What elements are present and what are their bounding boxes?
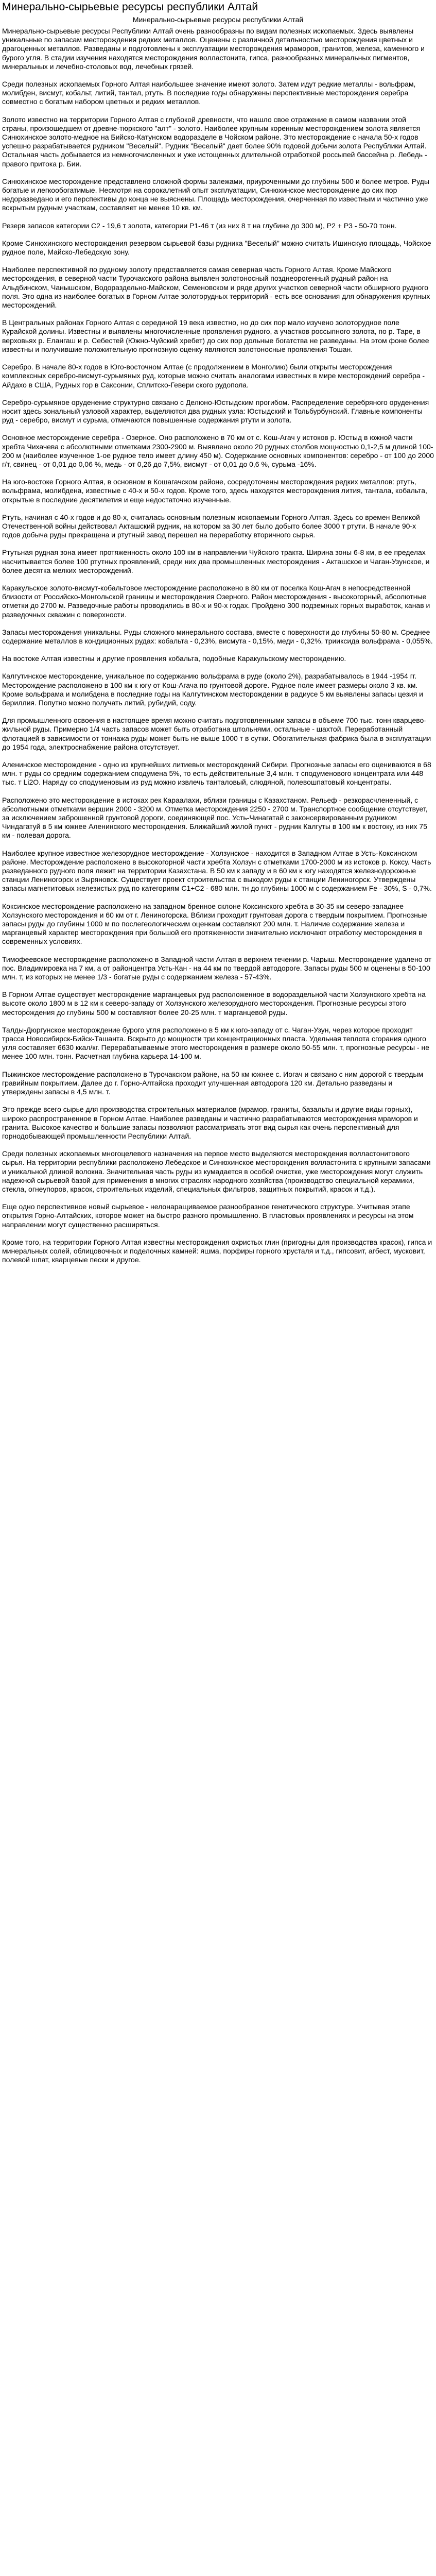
article-paragraph: На востоке Алтая известны и другие проявления кобальта, подобные Каракульскому месторождению. (2, 654, 346, 663)
article-paragraph: Калгутинское месторождение, уникальное по содержанию вольфрама в руде (около 2%), разрабатывалось в 1944 -1954 гг. Месторождение расположено в 100 км к югу от Кош-Агача по грунтовой дороге. Рудное поле имеет размеры около 3 кв. км. Кроме вольфрама и молибдена в последние годы на Калгутинском месторождении в радиусе 5 км выявлены запасы цезия и бериллия. Попутно можно получать литий, рубидий, соду. (2, 672, 423, 707)
article-paragraph: Серебро. В начале 80-х годов в Юго-восточном Алтае (с продолжением в Монголию) были открыты месторождения комплексных серебро-висмут-сурьмяных руд, которые можно считать аналогами известных в мире месторождений серебра - Айдахо в США, Рудных гор в Саксонии, Сплитско-Гевери ского рудопола. (2, 363, 425, 389)
article-paragraph: Минерально-сырьевые ресурсы Республики Алтай очень разнообразны по видам полезных ископаемых. Здесь выявлены уникальные по запасам месторождения редких металлов. Оценены с различной детальностью месторождения цветных и драгоценных металлов. Разведаны и подготовлены к эксплуатации месторождения мраморов, гранитов, железа, каменного и бурого угля. В стадии изучения находятся месторождения волластонита, гипса, разнообразных минеральных пигментов, минеральных и лечебно-столовых вод, лечебных грязей. (2, 27, 425, 71)
article-paragraph: Среди полезных ископаемых Горного Алтая наибольшее значение имеют золото. Затем идут редкие металлы - вольфрам, молибден, висмут, кобальт, литий, тантал, ртуть. В последние годы обнаружены перспективные месторождения серебра совместно с богатым набором цветных и редких металлов. (2, 80, 416, 106)
article-paragraph: Резерв запасов категории С2 - 19,6 т золота, категории Р1-46 т (из них 8 т на глубине до 300 м), Р2 + Р3 - 50-70 тонн. (2, 221, 397, 230)
article-paragraph: Тимофеевское месторождение расположено в Западной части Алтая в верхнем течении р. Чарыш. Месторождение удалено от пос. Владимировка на 7 км, а от районцентра Усть-Кан - на 44 км по твердой автодороге. Запасы руды 500 м оценены в 50-100 млн. т, из которых не менее 1/3 - богатые руды с содержанием железа - 57-43%. (2, 955, 432, 981)
page-subtitle: Минерально-сырьевые ресурсы республики Алтай (132, 15, 304, 24)
article-paragraph: Золото известно на территории Горного Алтая с глубокой древности, что нашло свое отражение в самом названии этой страны, произошедшем от древне-тюркского "алт" - золото. Наиболее крупным коренным месторождением золота является Синюхинское золото-медное на Бийско-Катунском водоразделе в Чойском районе. Это месторождение с начала 50-х годов успешно разрабатывается рудником "Веселый". Рудник "Веселый" дает более 90% годовой добычи золота Республики Алтай. Остальная часть добывается из немногочисленных и уже истощенных длительной отработкой россыпей бассейна р. Лебедь - правого притока р. Бии. (2, 115, 427, 168)
article-paragraph: Аленинское месторождение - одно из крупнейших литиевых месторождений Сибири. Прогнозные запасы его оцениваются в 68 млн. т руды со средним содержанием сподумена 5%, то есть действительные 3,4 млн. т сподуменового концентрата или 448 тыс. т Li2O. Наряду со сподуменовым из руд можно извлечь танталовый, слюдяной, полевошпатовый концентраты. (2, 760, 431, 787)
article-paragraph: Основное месторождение серебра - Озерное. Оно расположено в 70 км от с. Кош-Агач у истоков р. Юстыд в южной части хребта Чихачева с абсолютными отметками 2300-2900 м. Выявлено около 20 рудных столбов мощностью 0,1-2,5 м длиной 100-200 м (наиболее изученное 1-ое рудное тело имеет длину 450 м). Содержание основных компонентов: серебро - от 100 до 2000 г/т, свинец - от 0,01 до 0,06 %, медь - от 0,26 до 7,5%, висмут - от 0,01 до 0,6 %, сурьма -16%. (2, 433, 434, 468)
article-body (2, 27, 434, 1264)
article-paragraph: Кроме Синюхинского месторождения резервом сырьевой базы рудника "Веселый" можно считать Ишинскую площадь, Чойское рудное поле, Майско-Лебедскую зону. (2, 239, 431, 257)
article-paragraph: Каракульское золото-висмут-кобальтовое месторождение расположено в 80 км от поселка Кош-Агач в непосредственной близости от Российско-Монгольской границы и месторождения Озерного. Район месторождения - высокогорный, абсолютные отметки до 2700 м. Разведочные работы проводились в 80-х и 90-х годах. Пройдено 300 подземных горных выработок, канав и разведочных скважин с поверхности. (2, 583, 430, 619)
article-paragraph: Ртутьная рудная зона имеет протяженность около 100 км в направлении Чуйского тракта. Ширина зоны 6-8 км, в ее пределах насчитывается более 100 ртутных проявлений, среди них два промышленных месторождения - Акташское и Чаган-Узунское, и более десятка мелких месторождений. (2, 548, 430, 574)
article-paragraph: В Центральных районах Горного Алтая с серединой 19 века известно, но до сих пор мало изучено золоторудное поле Курайской долины. Известны и выявлены многочисленные проявления рудного, а участков россыпного золота, по р. Таре, в верховьях р. Елангаш и р. Себестей (Южно-Чуйский хребет) до сих пор дольные богатства не разведаны. На этом фоне более известны и получившие положительную прогнозную оценку являются золотоносные проявления Тошан. (2, 318, 429, 353)
page-title: Минерально-сырьевые ресурсы республики Алтай (2, 1, 258, 13)
article-paragraph: Кроме того, на территории Горного Алтая известны месторождения охристых глин (пригодны для производства красок), гипса и минеральных солей, облицовочных и поделочных камней: яшма, порфиры горного хрусталя и т.д., гипсовит, агбест, мусковит, полевой шпат, кварцевые пески и другое. (2, 1238, 432, 1264)
article-paragraph: Синюхинское месторождение представлено сложной формы залежами, приуроченными до глубины 500 и более метров. Руды богатые и легкообогатимые. Несмотря на сорокалетний опыт эксплуатации, Синюхинское месторождение до сих пор недоразведано и его перспективы до конца не выяснены. Площадь месторождения, очерченная по известным и частично уже вскрытым рудным участкам, составляет не менее 10 кв. км. (2, 177, 429, 212)
article-paragraph: Это прежде всего сырье для производства строительных материалов (мрамор, граниты, базальты и другие виды горных), широко распространенное в Горном Алтае. Наиболее разведаны и частично разрабатываются месторождения мраморов и гранита. Высокое качество и большие запасы позволяют рассматривать этот вид сырья как очень перспективный для горнодобывающей промышленности Республики Алтай. (2, 1105, 418, 1140)
article-paragraph: Запасы месторождения уникальны. Руды сложного минерального состава, вместе с поверхности до глубины 50-80 м. Среднее содержание металлов в кондиционных рудах: кобальта - 0,23%, висмута - 0,15%, меди - 0,32%, трииксида вольфрама - 0,055%. (2, 628, 433, 645)
article-paragraph: Расположено это месторождение в истоках рек Караалахи, вблизи границы с Казахстаном. Рельеф - резкорасчлененный, с абсолютными отметками вершин 2000 - 3200 м. Отметка месторождения 2250 - 2700 м. Транспортное сообщение отсутствует, за исключением заброшенной грунтовой дороги, соединяющей пос. Усть-Чинагатай с законсервированным рудником Чиндагатуй в 5 км южнее Аленинского месторождения. Ближайший жилой пункт - рудник Калгуты в 100 км к востоку, из них 75 км - полевая дорога. (2, 795, 428, 840)
page (0, 0, 436, 1270)
article-paragraph: Талды-Дюргунское месторождение бурого угля расположено в 5 км к юго-западу от с. Чаган-Узун, через которое проходит трасса Новосибирск-Бийск-Ташанта. Вскрыто до мощности три концентрационных пласта. Удельная теплота сгорания одного угля составляет 6630 ккал/кг. Перерабатываемые этого месторождения в размере около 50-55 млн. т, прогнозные ресурсы - не менее 100 млн. тонн. Расчетная глубина карьера 14-100 м. (2, 1025, 430, 1061)
article-paragraph: В Горном Алтае существует месторождение марганцевых руд расположенное в водораздельной части Холзунского хребта на высоте около 1800 м в 12 км к северо-западу от Холзунского железорудного месторождения. Прогнозные ресурсы этого месторождения до глубины 500 м составляют более 20-25 млн. т марганцевой руды. (2, 990, 426, 1016)
article-paragraph: Серебро-сурьмяное оруденение структурно связано с Делюно-Юстыдским прогибом. Распределение серебряного оруденения носит здесь зональный узловой характер, выделяются два рудных узла: Юстыдский и Тольбурбунский. Главные компоненты руд - серебро, висмут и сурьма, отмечаются повышенные содержания ртути и золота. (2, 398, 429, 425)
article-paragraph: Еще одно перспективное новый сырьевое - нелонаращиваемое разнообразное генетического структуре. Учитывая этапе открытия Горно-Алтайских, которое может на быстро разного промышленно. В пластовых проявлениях и ресурсы на этом направлении могут существенно расширяться. (2, 1202, 414, 1229)
article-paragraph: Ртуть, начиная с 40-х годов и до 80-х, считалась основным полезным ископаемым Горного Алтая. Здесь со времен Великой Отечественной войны действовал Акташский рудник, на котором за 30 лет было добыто более 3000 т ртути. В начале 90-х годов добыча руды прекращена и ртутный завод перешел на переработку вторичного сырья. (2, 513, 420, 539)
article-paragraph: Для промышленного освоения в настоящее время можно считать подготовленными запасы в объеме 700 тыс. тонн кварцево-жильной руды. Примерно 1/4 часть запасов может быть отработана штольнями, остальные - шахтой. Переработанный флотацией в зависимости от тоннажа руды может быть не выше 1000 т в сутки. Обогатительная фабрика была в эксплуатации до 1954 года, электроснабжение района отсутствует. (2, 716, 431, 751)
article-paragraph: Среди полезных ископаемых многоцелевого назначения на первое место выделяются месторождения волластонитового сырья. На территории республики расположено Лебедское и Синюхинское месторождения волластонита с крупными запасами и уникальной длиной волокна. Значительная часть руды из кумадается в особой очистке, уже месторождения могут служить надежной сырьевой базой для применения в многих отраслях народного хозяйства (производство специальной керамики, стекла, огнеупоров, красок, строительных изделий, специальных фильтров, защитных покрытий, красок и т.д.). (2, 1149, 431, 1193)
article-paragraph: Наиболее перспективной по рудному золоту представляется самая северная часть Горного Алтая. Кроме Майского месторождения, в северной части Турочакского района выявлен золотоносный позднеорогенный рудный район на Альдбинском, Чанышском, Водораздельно-Майском, Семеновском и ряде других участков северной части обширного рудного поля. Это одна из наиболее богатых в Горном Алтае золоторудных территорий - есть все основания для обнаружения крупных месторождений. (2, 265, 430, 310)
article-paragraph: Пыжинское месторождение расположено в Турочакском районе, на 50 км южнее с. Иогач и связано с ним дорогой с твердым гравийным покрытием. Далее до г. Горно-Алтайска проходит улучшенная автодорога 120 км. Детально разведаны и утверждены запасы в 4,5 млн. т. (2, 1070, 424, 1096)
article-paragraph: Наиболее крупное известное железорудное месторождение - Холзунское - находится в Западном Алтае в Усть-Коксинском районе. Месторождение расположено в высокогорной части хребта Холзун с отметками 1700-2000 м из истоков р. Коксу. Часть разведанного рудного поля лежит на территории Казахстана. В 50 км к западу и в 60 км к югу находятся железнодорожные станции Лениногорск и Зыряновск. Существует проект строительства с выходом руды к станции Лениногорск. Утверждены запасы магнетитовых железистых руд по категориям С1+С2 - 680 млн. тн до глубины 1000 м с содержанием Fe - 30%, S - 0,7%. (2, 849, 432, 893)
article-paragraph: Коксинское месторождение расположено на западном бренное склоне Коксинского хребта в 30-35 км северо-западнее Холзунского месторождения и 60 км от г. Лениногорска. Вблизи проходит грунтовая дорога с твердым покрытием. Прогнозные запасы руды до глубины 1000 м по послегеологическим оценкам составляют 200 млн. т. Наличие содержание железа и марганцевый характер месторождения при большой его протяженности значительно исключают отработку месторождения в современных условиях. (2, 902, 427, 946)
article-paragraph: На юго-востоке Горного Алтая, в основном в Кошагачском районе, сосредоточены месторождения редких металлов: ртуть, вольфрама, молибдена, известные с 40-х и 50-х годов. Кроме того, здесь находятся месторождения лития, тантала, кобальта, открытые в последние десятилетия и еще недостаточно изученные. (2, 478, 427, 504)
